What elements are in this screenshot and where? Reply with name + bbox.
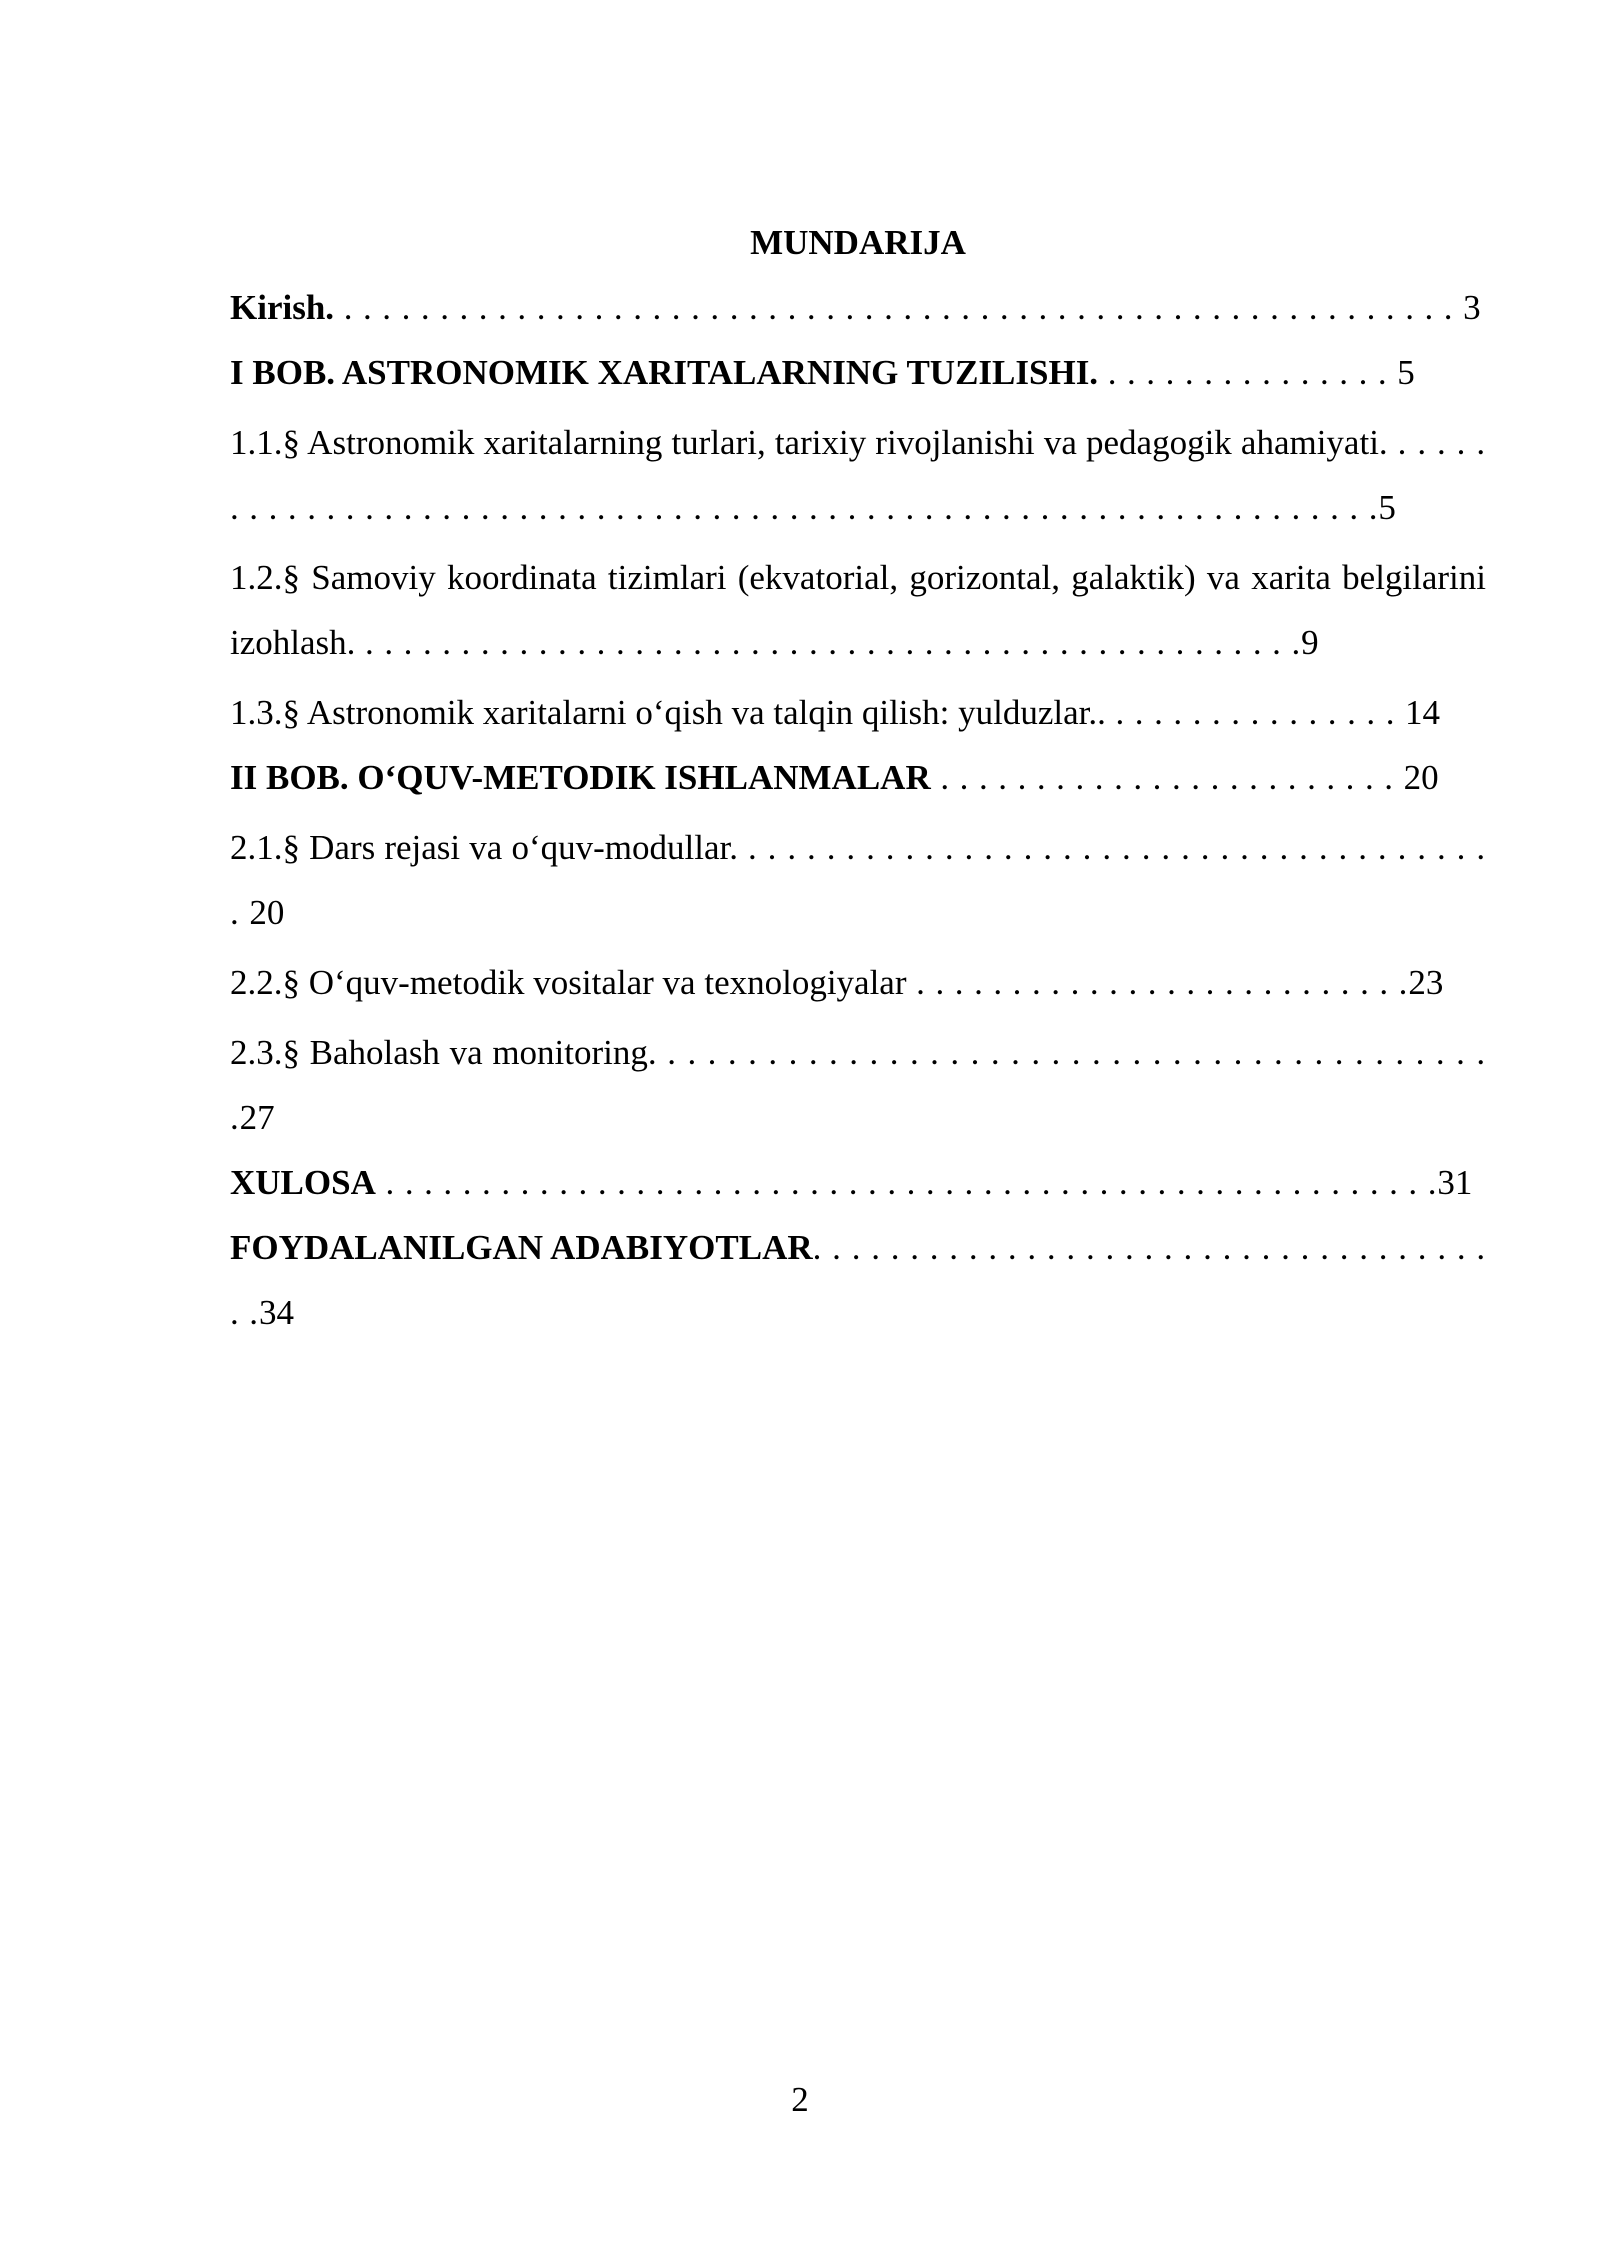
toc-entry-chapter-2[interactable]	[230, 745, 1486, 810]
toc-entry-xulosa[interactable]	[230, 1150, 1486, 1215]
toc-entry-label: FOYDALANILGAN ADABIYOTLAR	[230, 1228, 813, 1267]
toc-page-number: 5	[1378, 488, 1396, 527]
toc-entry-label: 2.1.§ Dars rejasi va o‘quv-modullar.	[230, 828, 738, 867]
toc-page-number: 27	[239, 1098, 275, 1137]
toc-leader-dots: . . . . . . . . . . . . . . .	[1105, 693, 1406, 732]
toc-entry-section-2-2[interactable]	[230, 950, 1486, 1015]
toc-entry-references[interactable]	[230, 1215, 1486, 1345]
toc-entry-label: 1.3.§ Astronomik xaritalarni o‘qish va talqin qilish: yulduzlar..	[230, 693, 1106, 732]
toc-leader-dots: . . . . . . . . . . . . . . . . . . . . . . . . . . . . . . . . . . . . . . . . . . . . . . . . . . . . . . .	[375, 1163, 1438, 1202]
toc-entry-kirish[interactable]	[230, 275, 1486, 340]
toc-entry-label: 1.1.§ Astronomik xaritalarning turlari, tarixiy rivojlanishi va pedagogik ahamiyati.	[230, 423, 1388, 462]
toc-entry-section-2-3[interactable]	[230, 1020, 1486, 1150]
toc-leader-dots: . . . . . . . . . . . . . . . . . . . . . . . . . . . . . . . . . . . . . . . . . . . . . . . . . . . . . . . . . . . . . . . . .	[230, 423, 1486, 527]
toc-entry-label: II BOB. O‘QUV-METODIK ISHLANMALAR	[230, 758, 931, 797]
toc-leader-dots: . . . . . . . . . . . . . . . . . . . . . . . . . . . . . . . . . . . . . . . . . . . . . . . . . . . . . . . . . .	[334, 288, 1464, 327]
toc-page-number: 20	[1403, 758, 1439, 797]
toc-leader-dots: . . . . . . . . . . . . . . . . . . . . . . . .	[930, 758, 1404, 797]
toc-entry-label: 2.2.§ O‘quv-metodik vositalar va texnologiyalar	[230, 963, 907, 1002]
toc-entry-label: XULOSA	[230, 1163, 376, 1202]
toc-page-number: 34	[258, 1293, 294, 1332]
toc-entry-section-2-1[interactable]	[230, 815, 1486, 945]
toc-entry-section-1-3[interactable]	[230, 680, 1486, 745]
toc-page-number: 5	[1397, 353, 1415, 392]
page-number: 2	[791, 2080, 809, 2119]
table-of-contents	[230, 210, 1486, 1345]
toc-leader-dots: . . . . . . . . . . . . . . . . . . . . . . . . . . . . . . . . . . . . . . .	[230, 828, 1486, 932]
toc-page-number: 20	[249, 893, 285, 932]
toc-entry-section-1-2[interactable]	[230, 545, 1486, 675]
toc-entry-label: 1.2.§ Samoviy koordinata tizimlari (ekvatorial, gorizontal, galaktik) va xarita belgilarini izohlash.	[230, 558, 1486, 662]
toc-page-number: 14	[1405, 693, 1441, 732]
toc-title: MUNDARIJA	[750, 223, 966, 262]
toc-leader-dots: . . . . . . . . . . . . . . .	[1098, 353, 1398, 392]
toc-page-number: 31	[1437, 1163, 1473, 1202]
toc-leader-dots: . . . . . . . . . . . . . . . . . . . . . . . . . . . . . . . . . . . . . . . . . .	[230, 1033, 1486, 1137]
toc-leader-dots: . . . . . . . . . . . . . . . . . . . . . . . . . . . . . . . . . . . . . . . . . . . . . . . . .	[355, 623, 1302, 662]
toc-entry-label: Kirish.	[230, 288, 335, 327]
toc-entry-section-1-1[interactable]	[230, 410, 1486, 540]
toc-entry-label: 2.3.§ Baholash va monitoring.	[230, 1033, 657, 1072]
toc-leader-dots: . . . . . . . . . . . . . . . . . . . . . . . . . .	[906, 963, 1409, 1002]
toc-page-number: 3	[1463, 288, 1481, 327]
toc-page-number: 23	[1408, 963, 1444, 1002]
toc-entry-label: I BOB. ASTRONOMIK XARITALARNING TUZILISHI.	[230, 353, 1099, 392]
toc-leader-dots: . . . . . . . . . . . . . . . . . . . . . . . . . . . . . . . . . . . . .	[230, 1228, 1487, 1332]
toc-entry-chapter-1[interactable]	[230, 340, 1486, 405]
toc-page-number: 9	[1301, 623, 1319, 662]
